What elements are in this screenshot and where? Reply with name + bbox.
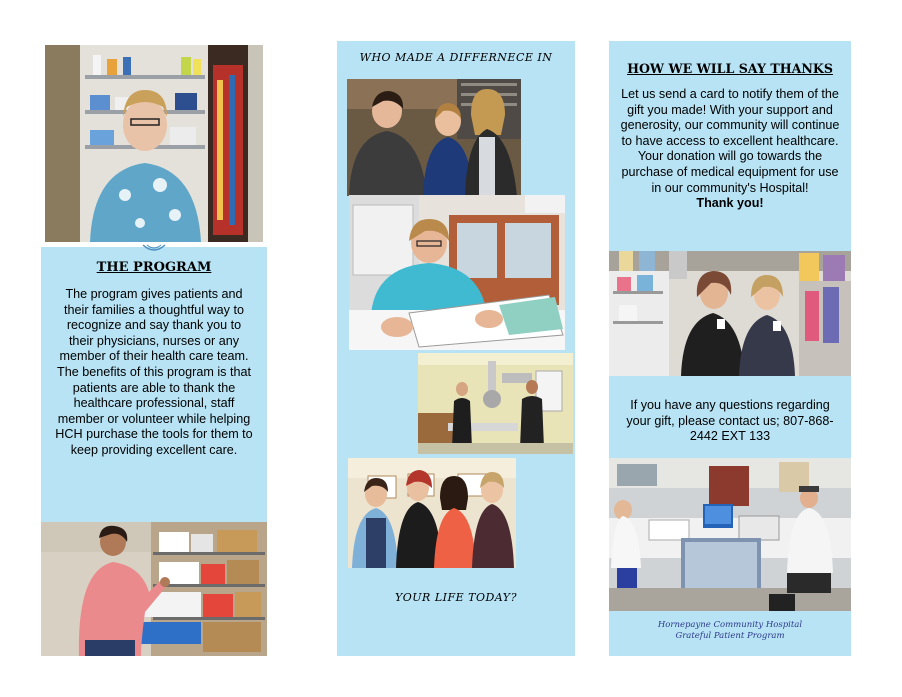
nurse-desk-photo <box>349 195 565 350</box>
your-life-today-text: YOUR LIFE TODAY? <box>395 591 517 604</box>
xray-room-photo <box>418 353 573 454</box>
thanks-body-text: Let us send a card to notify them of the gift you made! With your support and generosity, our community will continue to have access to excellent healthcare. Your donation will go towards the purchase of medical equipment for use in our community's Hospital! <box>620 87 840 195</box>
program-title: THE PROGRAM <box>96 260 212 275</box>
ornament-icon <box>141 243 167 253</box>
thanks-title: HOW WE WILL SAY THANKS <box>627 61 833 76</box>
gift-shop-photo <box>609 251 851 376</box>
contact-text: If you have any questions regarding your gift, please contact us; 807-868-2442 EXT 133 <box>626 398 834 444</box>
supply-room-photo <box>41 522 267 656</box>
who-made-difference-text: WHO MADE A DIFFERNECE IN <box>359 51 553 64</box>
laboratory-photo <box>609 458 851 611</box>
thanks-description <box>619 87 841 212</box>
program-panel <box>41 247 267 522</box>
three-staff-photo <box>347 79 521 196</box>
program-name: Grateful Patient Program <box>675 631 785 641</box>
pharmacy-staff-photo <box>45 45 263 242</box>
hospital-name: Hornepayne Community Hospital <box>657 620 803 630</box>
thank-you-text: Thank you! <box>696 196 764 211</box>
four-staff-photo <box>348 458 516 568</box>
program-description: The program gives patients and their families a thoughtful way to recognize and say thank you to their physicians, nurses or any member of their health care team. The benefits of this program is that patients are able to thank the healthcare professional, staff member or volunteer while helping HCH purchase the tools for them to keep providing excellent care. <box>55 287 253 457</box>
